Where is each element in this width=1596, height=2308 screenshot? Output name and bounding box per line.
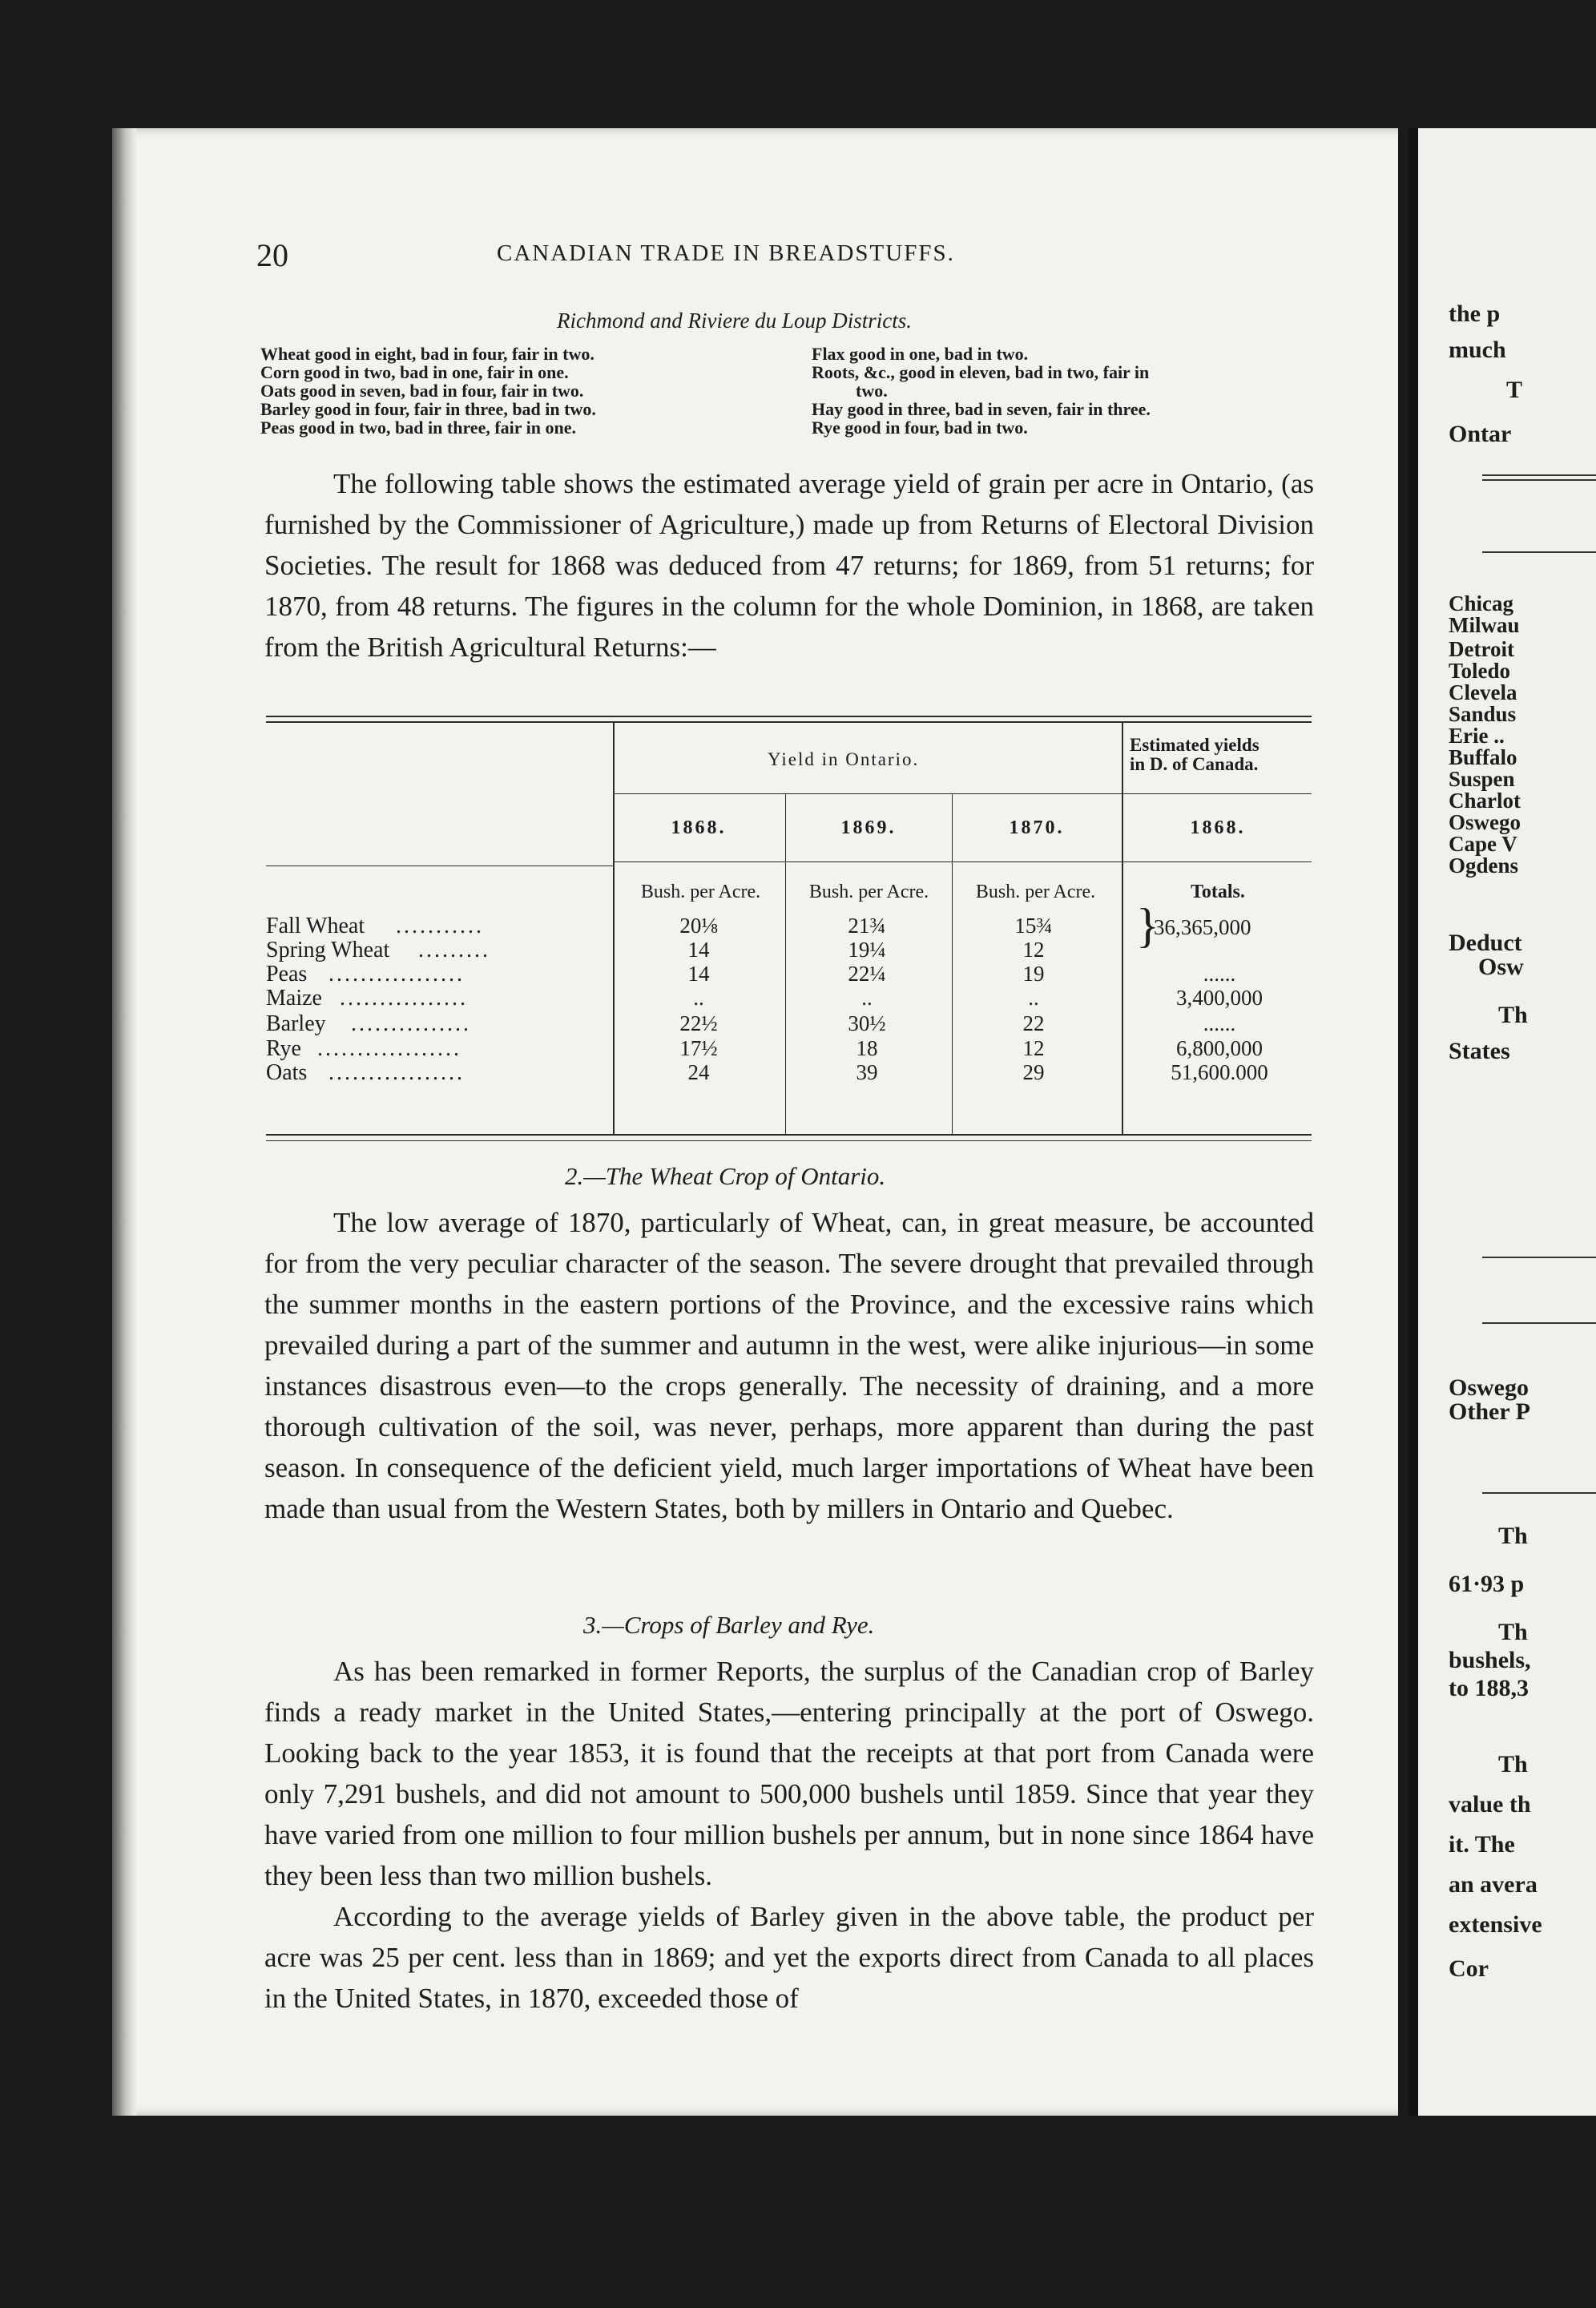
- facing-page-fragment: Toledo: [1449, 659, 1511, 683]
- facing-page-fragment: Suspen: [1449, 767, 1515, 791]
- facing-page-fragment: Clevela: [1449, 680, 1517, 704]
- canada-total-cell: 6,800,000: [1176, 1036, 1263, 1060]
- district-conditions-left: [260, 345, 596, 437]
- facing-page-fragment: Sandus: [1449, 702, 1517, 726]
- yield-cell: 19¼: [848, 938, 886, 962]
- page-edge-shadow: [112, 128, 136, 2116]
- facing-page-fragment: it. The: [1449, 1831, 1515, 1858]
- yield-cell: ..: [1028, 986, 1039, 1010]
- facing-page-fragment: Milwau: [1449, 613, 1520, 637]
- table-col-rule: [952, 793, 953, 1134]
- facing-page-fragment: Ontar: [1449, 421, 1512, 447]
- facing-page-fragment: Oswego: [1449, 810, 1521, 834]
- condition-line: Flax good in one, bad in two.: [812, 344, 1029, 364]
- facing-page-fragment: Oswego: [1449, 1374, 1529, 1401]
- running-title: CANADIAN TRADE IN BREADSTUFFS.: [497, 240, 955, 266]
- row-label: Maize: [266, 986, 322, 1011]
- section3-paragraph: [264, 1651, 1314, 2019]
- facing-page-fragment: Buffalo: [1449, 745, 1517, 769]
- facing-page-fragment: extensive: [1449, 1911, 1542, 1938]
- facing-page-fragment: Chicag: [1449, 591, 1513, 615]
- condition-line: Rye good in four, bad in two.: [812, 418, 1028, 438]
- header-canada-line: Estimated yields: [1130, 735, 1259, 755]
- yield-cell: 22½: [679, 1011, 718, 1035]
- facing-rule: [1482, 551, 1596, 553]
- yield-cell: 30½: [848, 1011, 886, 1035]
- facing-rule: [1482, 479, 1596, 481]
- row-label: Barley: [266, 1011, 326, 1036]
- yield-cell: 29: [1022, 1060, 1045, 1084]
- canada-total-cell: ......: [1203, 962, 1236, 986]
- leader-dots: .........: [418, 938, 490, 962]
- facing-page-fragment: T: [1506, 377, 1523, 403]
- row-label: Spring Wheat: [266, 938, 390, 962]
- section2-text: The low average of 1870, particularly of Wheat, can, in great measure, be accounted for from the very peculiar character of the season. The severe drought that prevailed through the summer months in the eastern portions of the Province, and the excessive rains which prevailed during a part of the summer and autumn in the west, were alike injurious—in some instances disastrous even—to the crops generally. The necessity of draining, and a more thorough cultivation of the soil, was never, perhaps, more apparent than during the past season. In consequence of the deficient yield, much larger importations of Wheat have been made than usual from the Western States, both by millers in Ontario and Quebec.: [264, 1207, 1314, 1524]
- condition-line: Corn good in two, bad in one, fair in one.: [260, 362, 569, 382]
- canada-total-cell: ......: [1203, 1011, 1236, 1035]
- condition-line: Wheat good in eight, bad in four, fair in two.: [260, 344, 594, 364]
- unit-header: Bush. per Acre.: [975, 882, 1096, 902]
- condition-line: Roots, &c., good in eleven, bad in two, fair in: [812, 362, 1150, 382]
- facing-page-fragment: Cape V: [1449, 832, 1517, 856]
- table-rule-bottom: [266, 1134, 1312, 1136]
- table-rule-bottom2: [266, 1140, 1312, 1141]
- unit-header: Bush. per Acre.: [640, 882, 761, 902]
- table-year-rule: [613, 861, 1312, 862]
- year-header: 1869.: [840, 817, 897, 838]
- facing-rule: [1482, 474, 1596, 476]
- table-col-rule: [613, 721, 615, 1134]
- facing-page-fragment: an avera: [1449, 1871, 1538, 1898]
- facing-page-fragment: 61·93 p: [1449, 1571, 1525, 1597]
- row-label: Fall Wheat: [266, 914, 365, 938]
- facing-rule: [1482, 1322, 1596, 1324]
- facing-page-fragment: Detroit: [1449, 637, 1514, 661]
- page-number: 20: [256, 237, 288, 273]
- facing-page-fragment: the p: [1449, 301, 1501, 327]
- facing-page-fragment: Th: [1498, 1751, 1528, 1777]
- yield-cell: 12: [1022, 938, 1045, 962]
- leader-dots: .................: [328, 962, 465, 987]
- yield-cell: ..: [693, 986, 704, 1010]
- facing-page-fragment: Osw: [1478, 954, 1524, 980]
- canada-total-cell: 51,600.000: [1171, 1060, 1268, 1084]
- yield-cell: 15¾: [1014, 914, 1053, 938]
- intro-text: The following table shows the estimated average yield of grain per acre in Ontario, (as furnished by the Commissioner of Agriculture,) made up from Returns of Electoral Division Societies. The result for 1868 was deduced from 47 returns; for 1869, from 51 returns; for 1870, from 48 returns. The figures in the column for the whole Dominion, in 1868, are taken from the British Agricultural Returns:—: [264, 468, 1314, 663]
- yield-cell: 24: [687, 1060, 710, 1084]
- condition-line: Peas good in two, bad in three, fair in one.: [260, 418, 576, 438]
- facing-page-fragment: Charlot: [1449, 789, 1521, 813]
- section2-paragraph: [264, 1202, 1314, 1529]
- header-yield-ontario: Yield in Ontario.: [768, 749, 920, 769]
- condition-line: Oats good in seven, bad in four, fair in two.: [260, 381, 584, 401]
- page-gutter: [1409, 128, 1418, 2116]
- yield-cell: 18: [856, 1036, 878, 1060]
- facing-rule: [1482, 1492, 1596, 1494]
- facing-page-fragment: bushels,: [1449, 1647, 1531, 1673]
- facing-page-fragment: Th: [1498, 1619, 1528, 1645]
- table-col-rule: [1122, 721, 1123, 1134]
- facing-page-fragment: Erie ..: [1449, 724, 1505, 748]
- section2-heading: 2.—The Wheat Crop of Ontario.: [565, 1162, 886, 1190]
- yield-cell: 22: [1022, 1011, 1045, 1035]
- yield-cell: 14: [687, 938, 710, 962]
- leader-dots: .................: [328, 1060, 465, 1085]
- row-label: Peas: [266, 962, 308, 987]
- section3-text-1: As has been remarked in former Reports, the surplus of the Canadian crop of Barley finds a ready market in the United States,—entering principally at the port of Oswego. Looking back to the year 1853, it is found that the receipts at that port from Canada were only 7,291 bushels, and did not amount to 500,000 bushels until 1859. Since that year they have varied from one million to four million bushels per annum, but in none since 1864 have they been less than two million bushels.: [264, 1656, 1314, 1891]
- table-col-rule: [785, 793, 786, 1134]
- facing-page-fragment: much: [1449, 337, 1506, 363]
- year-header: 1870.: [1009, 817, 1065, 838]
- table-subhead-rule: [613, 793, 1312, 794]
- facing-page-fragment: Th: [1498, 1523, 1528, 1549]
- yield-cell: 17½: [679, 1036, 718, 1060]
- yield-cell: 14: [687, 962, 710, 986]
- header-canada-yields: [1130, 736, 1259, 774]
- facing-page-fragment: Th: [1498, 1002, 1528, 1028]
- year-header: 1868.: [1190, 817, 1246, 838]
- facing-page-fragment: Other P: [1449, 1398, 1530, 1425]
- header-canada-line: in D. of Canada.: [1130, 754, 1259, 774]
- yield-cell: 19: [1022, 962, 1045, 986]
- table-rule-top: [266, 716, 1312, 717]
- intro-paragraph: [264, 463, 1314, 668]
- facing-rule: [1482, 1257, 1596, 1258]
- facing-page-fragment: States: [1449, 1038, 1510, 1064]
- facing-page-fragment: to 188,3: [1449, 1675, 1529, 1701]
- wheat-brace: }: [1136, 899, 1159, 952]
- facing-page-fragment: value th: [1449, 1791, 1531, 1818]
- yield-cell: ..: [861, 986, 873, 1010]
- facing-page-fragment: Ogdens: [1449, 853, 1519, 878]
- section3-heading: 3.—Crops of Barley and Rye.: [583, 1611, 875, 1639]
- yield-cell: 20⅛: [679, 914, 718, 938]
- unit-header: Bush. per Acre.: [808, 882, 929, 902]
- canada-total-cell: 3,400,000: [1176, 986, 1263, 1010]
- district-conditions-right: [812, 345, 1151, 437]
- yield-cell: 39: [856, 1060, 878, 1084]
- condition-line: Barley good in four, fair in three, bad in two.: [260, 399, 596, 419]
- leader-dots: ................: [340, 986, 468, 1011]
- wheat-total: 36,365,000: [1154, 915, 1251, 939]
- yield-cell: 12: [1022, 1036, 1045, 1060]
- row-label: Rye: [266, 1036, 301, 1061]
- row-label: Oats: [266, 1060, 308, 1085]
- section3-text-2: According to the average yields of Barley given in the above table, the product per acre was 25 per cent. less than in 1869; and yet the exports direct from Canada to all places in the United States, in 1870, exceeded those of: [264, 1901, 1314, 2014]
- leader-dots: ...........: [396, 914, 484, 938]
- table-rule-top2: [266, 721, 1312, 723]
- leader-dots: ..................: [317, 1036, 461, 1061]
- district-title: Richmond and Riviere du Loup Districts.: [557, 309, 912, 333]
- year-header: 1868.: [671, 817, 727, 838]
- leader-dots: ...............: [351, 1011, 471, 1036]
- facing-page-fragment: Cor: [1449, 1955, 1489, 1982]
- yield-cell: 22¼: [848, 962, 886, 986]
- yield-cell: 21¾: [848, 914, 886, 938]
- unit-header: Totals.: [1191, 882, 1245, 902]
- condition-line: Hay good in three, bad in seven, fair in three.: [812, 399, 1151, 419]
- facing-page-fragment: Deduct: [1449, 930, 1522, 956]
- condition-line: two.: [856, 381, 888, 401]
